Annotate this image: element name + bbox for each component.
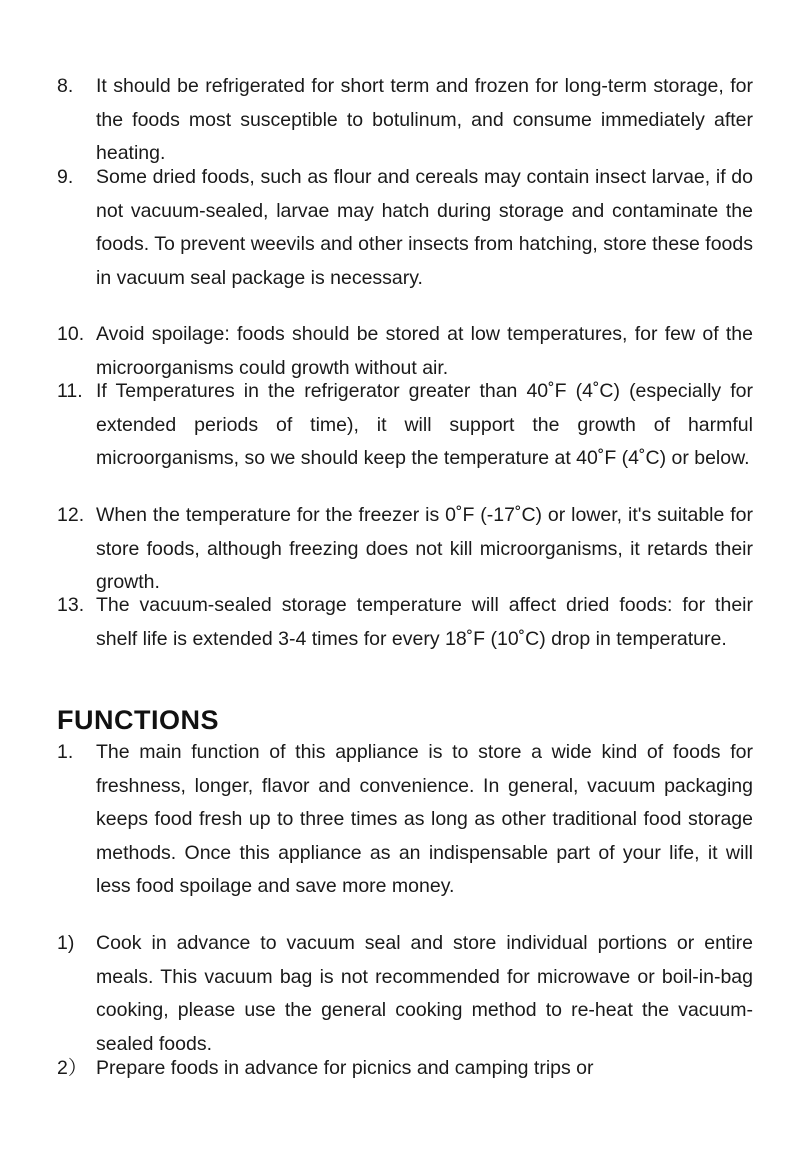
item-number: 1) — [57, 932, 75, 954]
item-text: Some dried foods, such as flour and cereals may contain insect larvae, if do not vacuum-sealed, larvae may hatch during storage and contaminate the foods. To prevent weevils and other insects from hatching, store these foods in vacuum seal package is necessary. — [96, 166, 753, 289]
item-number: 12. — [57, 504, 85, 526]
list-item-1 — [57, 736, 753, 904]
item-number: 9. — [57, 166, 74, 188]
item-number: 13. — [57, 594, 85, 616]
item-text: Cook in advance to vacuum seal and store individual portions or entire meals. This vacuum bag is not recommended for microwave or boil-in-bag cooking, please use the general cooking method to re-heat the vacuum-sealed foods. — [96, 932, 753, 1055]
list-item-9 — [57, 161, 753, 295]
list-item-2-paren — [57, 1052, 753, 1086]
item-number: 11. — [57, 380, 83, 402]
list-item-13 — [57, 589, 753, 656]
item-number: 1. — [57, 741, 74, 763]
item-text: Avoid spoilage: foods should be stored at low temperatures, for few of the microorganisms could growth without air. — [96, 323, 753, 379]
list-item-1-paren — [57, 927, 753, 1061]
item-number: 2） — [57, 1057, 88, 1079]
item-text: The vacuum-sealed storage temperature will affect dried foods: for their shelf life is extended 3-4 times for every 18˚F (10˚C) drop in temperature. — [96, 594, 753, 650]
section-heading: FUNCTIONS — [57, 705, 219, 735]
item-text: It should be refrigerated for short term and frozen for long-term storage, for the foods most susceptible to botulinum, and consume immediately after heating. — [96, 75, 753, 164]
item-number: 8. — [57, 75, 74, 97]
list-item-12 — [57, 499, 753, 600]
list-item-11 — [57, 375, 753, 476]
item-text: Prepare foods in advance for picnics and camping trips or — [96, 1057, 594, 1079]
list-item-8 — [57, 70, 753, 171]
item-text: When the temperature for the freezer is 0˚F (-17˚C) or lower, it's suitable for store foods, although freezing does not kill microorganisms, it retards their growth. — [96, 504, 753, 593]
item-text: The main function of this appliance is to store a wide kind of foods for freshness, longer, flavor and convenience. In general, vacuum packaging keeps food fresh up to three times as long as other traditional food storage methods. Once this appliance as an indispensable part of your life, it will less food spoilage and save more money. — [96, 741, 753, 897]
item-text: If Temperatures in the refrigerator greater than 40˚F (4˚C) (especially for extended periods of time), it will support the growth of harmful microorganisms, so we should keep the temperature at 40˚F (4˚C) or below. — [96, 380, 753, 469]
item-number: 10. — [57, 323, 85, 345]
